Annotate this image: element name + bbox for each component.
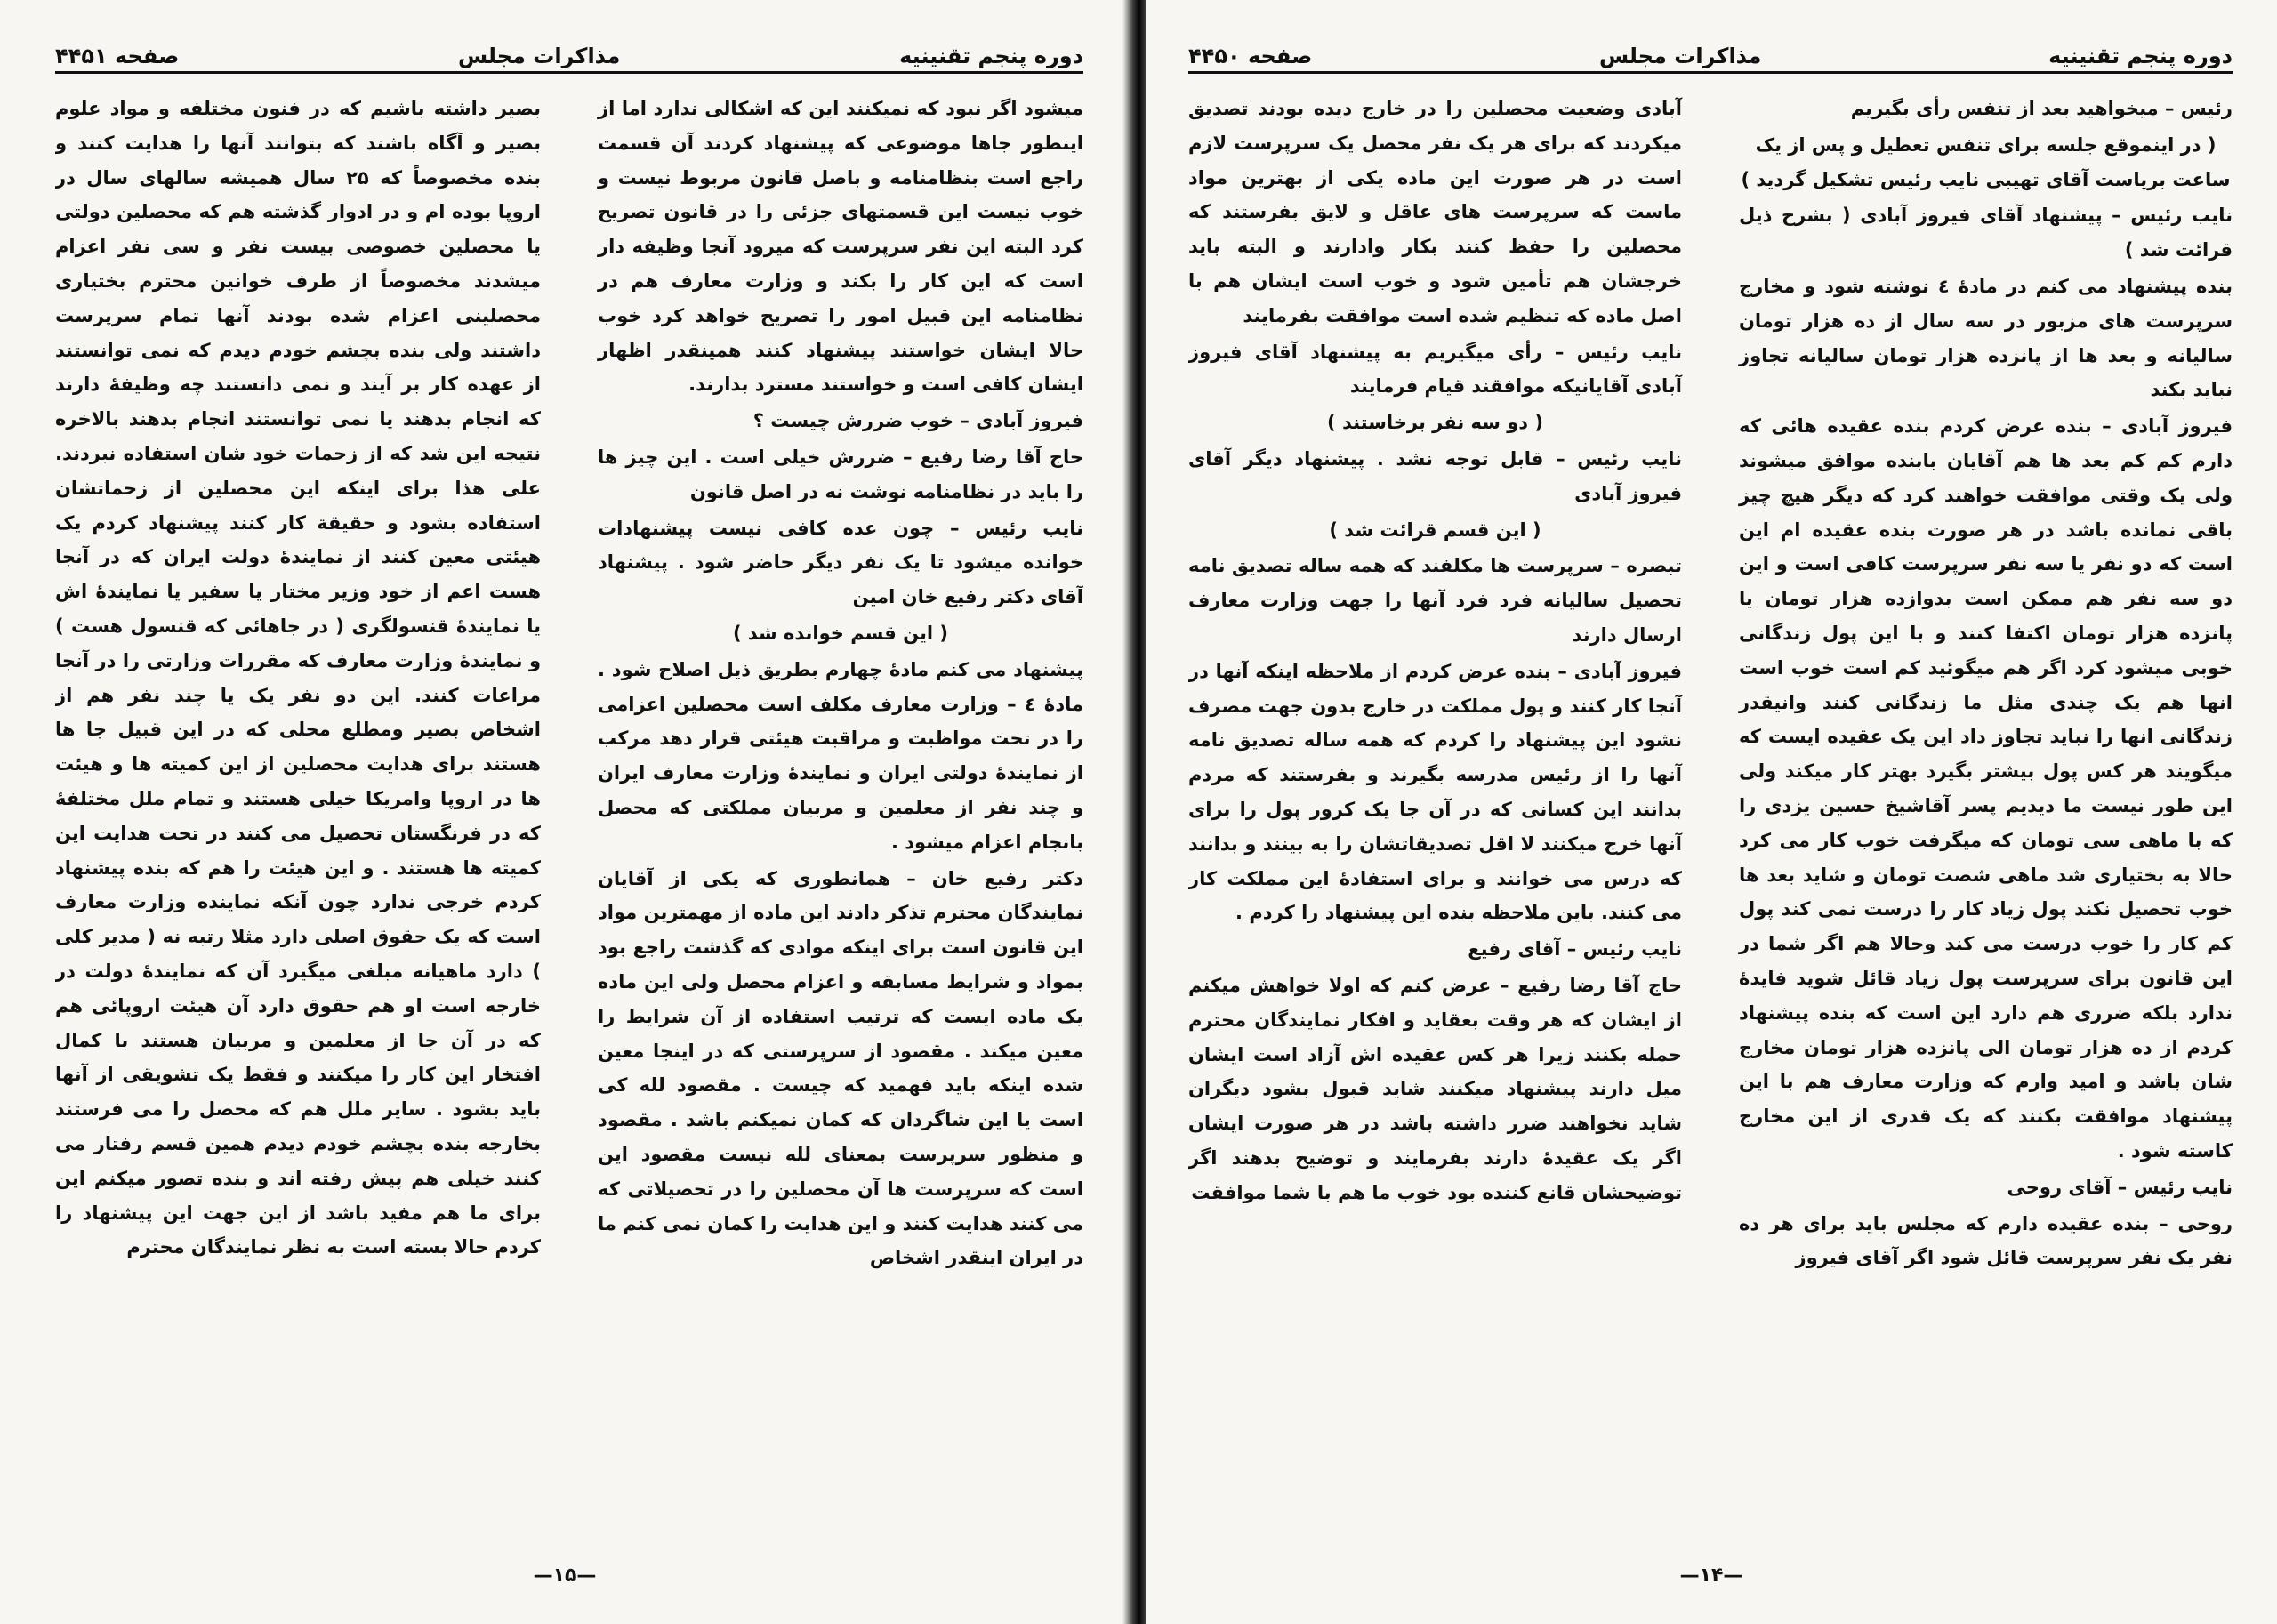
page-number-label: صفحه ۴۴۵۱ — [55, 44, 180, 68]
left-page — [0, 0, 1130, 1624]
column-right — [1710, 92, 2233, 1550]
paragraph: فیروز آبادی – بنده عرض کردم از ملاحظه اینکه آنها در آنجا کار کنند و پول مملکت در خارج بدون جهت مصرف نشود این پیشنهاد را کردم که همه ساله تصدیق نامه آنها را از رئیس مدرسه بگیرند و بفرستند که مردم بدانند این کسانی که در آن جا یک کرور پول را برای آنها خرج میکنند لا اقل تصدیقاتشان را به بینند و بدانند که درس می خوانند و برای استفادهٔ این مملکت کار می کنند. باین ملاحظه بنده این پیشنهاد را کردم . — [1188, 660, 1682, 924]
paragraph: نایب رئیس – آقای رفیع — [1468, 938, 1682, 961]
page-footer-number: —۱۴— — [1679, 1564, 1743, 1587]
page-header — [55, 34, 1083, 74]
column-right — [569, 92, 1083, 1550]
page-number-label: صفحه ۴۴۵۰ — [1188, 44, 1313, 68]
page-header — [1188, 34, 2233, 74]
right-page — [1146, 0, 2277, 1624]
paragraph: ( این قسم قرائت شد ) — [1329, 519, 1541, 541]
paragraph: میشود اگر نبود که نمیکنند این که اشکالی ندارد اما از اینطور جاها موضوعی که پیشنهاد کردند آن قسمت راجع است بنظامنامه و باصل قانون مربوط نیست و خوب نیست این قسمتهای جزئی را در قانون تصریح کرد البته این نفر سرپرست که میرود آنجا وظیفه دار است که این کار را بکند و وزارت معارف هم در نظامنامه این قبیل امور را تصریح خواهد کرد خوب حالا ایشان خواستند پیشنهاد کنند همینقدر اظهار ایشان کافی است و خواستند مسترد بدارند. — [598, 98, 1083, 396]
paragraph: فیروز آبادی – بنده عرض کردم بنده عقیده هائی که دارم کم کم بعد ها هم آقایان بابنده موافق میشوند ولی یک وقتی موافقت خواهند کرد که دیگر هیچ چیز باقی نمانده باشد در هر صورت بنده عقیده ام این است که دو نفر یا سه نفر سرپرست کافی است و این دو سه نفر هم ممکن است بدوازده هزار تومان یا پانزده هزار تومان اکتفا کنند و با این پول زندگانی خوبی میشود کرد اگر هم میگوئید کم است خوب است انها هم یک چندی مثل ما زندگانی کنند وانیقدر زندگانی انها را نباید تجاوز داد این یک عقیده ایست که میگویند هر کس پول بیشتر بگیرد بهتر کار میکند ولی این طور نیست ما دیدیم پسر آقاشیخ حسین یزدی را که با ماهی سی تومان که میگرفت خوب کار می کرد حالا به بختیاری شد ماهی شصت تومان و شاید بعد ها خوب تحصیل نکند پول زیاد کار را درست نمی کند پول کم کار را خوب درست می کند وحالا هم اگر شما در این قانون برای سرپرست پول زیاد قائل شوید فایدهٔ ندارد بلکه ضرری هم دارد این است که بنده پیشنهاد کردم از ده هزار تومان الی پانزده هزار تومان مخارج شان باشد و امید وارم که وزارت معارف هم با این پیشنهاد موافقت بکنند که یک قدری از این مخارج کاسته شود . — [1739, 415, 2233, 1162]
paragraph: آبادی وضعیت محصلین را در خارج دیده بودند تصدیق میکردند که برای هر یک نفر محصل یک سرپرست لازم است در هر صورت این ماده یکی از بهترین مواد ماست که سرپرست های عاقل و لایق بفرستند که محصلین را حفظ کنند بکار وادارند و البته باید خرجشان هم تأمین شود و خوب است ایشان هم با اصل ماده که تنظیم شده است موافقت بفرمایند — [1188, 98, 1682, 326]
paragraph: دکتر رفیع خان – همانطوری که یکی از آقایان نمایندگان محترم تذکر دادند این ماده از مهمترین مواد این قانون است برای اینکه موادی که گذشت راجع بود بمواد و شرایط مسابقه و اعزام محصل ولی این ماده یک ماده ایست که ترتیب استفاده از آن شرایط را معین میکند . مقصود از سرپرستی که در اینجا معین شده اینکه باید فهمید که چیست . مقصود لله کی است یا این شاگردان که کمان نمیکنم باشد . مقصود و منظور سرپرست بمعنای لله نیست مقصود این است که سرپرست ها آن محصلین را در تحصیلاتی که می کنند هدایت کنند و این هدایت را کمان نمی کنم ما در ایران اینقدر اشخاص — [598, 867, 1083, 1269]
paragraph: رئیس – میخواهید بعد از تنفس رأی بگیریم — [1850, 98, 2233, 119]
paragraph: حاج آقا رضا رفیع – ضررش خیلی است . این چیز ها را باید در نظامنامه نوشت نه در اصل قانون — [598, 446, 1083, 502]
paragraph: نایب رئیس – قابل توجه نشد . پیشنهاد دیگر آقای فیروز آبادی — [1188, 447, 1682, 504]
column-left — [55, 92, 569, 1550]
text-columns — [55, 92, 1083, 1550]
page-footer-number: —۱۵— — [533, 1564, 597, 1587]
paragraph: بنده پیشنهاد می کنم در مادهٔ ٤ نوشته شود و مخارج سرپرست های مزبور در سه سال از ده هزار تومان سالیانه و بعد ها از پانزده هزار تومان سالیانه تجاوز نباید بکند — [1739, 275, 2233, 401]
term-label: دوره پنجم تقنینیه — [2048, 44, 2233, 68]
paragraph: نایب رئیس – آقای روحی — [2007, 1176, 2233, 1198]
paragraph: بصیر داشته باشیم که در فنون مختلفه و مواد علوم بصیر و آگاه باشند که بتوانند آنها را هدایت کنند و بنده مخصوصاً که ۲۵ سال همیشه سالهای سال در اروپا بوده ام و در ادوار گذشته هم که محصلین دولتی یا محصلین خصوصی بیست نفر و سی نفر اعزام میشدند مخصوصاً از طرف خوانین محترم بختیاری محصلینی اعزام شده بودند آنها تمام سرپرست داشتند ولی بنده بچشم خودم دیدم که نمی توانستند از عهده کار بر آیند و نمی دانستند چه وظیفهٔ دارند که انجام بدهند یا نمی توانستند انجام بدهند بالاخره نتیجه این شد که از زحمات خود شان استفاده نبردند. علی هذا برای اینکه این محصلین از زحماتشان استفاده بشود و حقیقة کار کنند پیشنهاد کردم یک هیئتی معین کنند از نمایندهٔ دولت ایران که در آنجا هست اعم از خود وزیر مختار یا سفیر یا نمایندهٔ اش یا نمایندهٔ قنسولگری ( در جاهائی که قنسول هست ) و نمایندهٔ وزارت معارف که مقررات وزارتی را در آنجا مراعات کنند. این دو نفر یک یا چند نفر هم از اشخاص بصیر ومطلع محلی که در این قبیل جا ها هستند برای هدایت محصلین از این کمیته ها و هیئت ها در اروپا وامریکا خیلی هستند و تمام ملل مختلفهٔ که در فرنگستان تحصیل می کنند در تحت هدایت این کمیته ها هستند . و این هیئت را هم که بنده پیشنهاد کردم خرجی ندارد چون آنکه نماینده وزارت معارف است که یک حقوق اصلی دارد مثلا رتبه نه ( مدیر کلی ) دارد ماهیانه مبلغی میگیرد آن که نمایندهٔ دولت در خارجه است او هم حقوق دارد آن هیئت اروپائی هم که در آن جا از معلمین و مربیان هستند با کمال افتخار این کار را میکنند و فقط یک تشویقی از آنها باید بشود . سایر ملل هم که محصل را می فرستند بخارجه بنده بچشم خودم دیدم همین قسم رفتار می کنند خیلی هم پیش رفته اند و بنده تصور میکنم این برای ما هم مفید باشد از این جهت این پیشنهاد را کردم حالا بسته است به نظر نمایندگان محترم — [55, 98, 541, 1258]
paragraph: نایب رئیس – رأی میگیریم به پیشنهاد آقای فیروز آبادی آقایانیکه موافقند قیام فرمایند — [1188, 341, 1682, 398]
paragraph: فیروز آبادی – خوب ضررش چیست ؟ — [752, 410, 1083, 432]
paragraph: نایب رئیس – پیشنهاد آقای فیروز آبادی ( بشرح ذیل قرائت شد ) — [1739, 205, 2233, 261]
paragraph: روحی – بنده عقیده دارم که مجلس باید برای هر ده نفر یک نفر سرپرست قائل شود اگر آقای فیروز — [1739, 1212, 2233, 1269]
text-columns — [1188, 92, 2233, 1550]
column-left — [1188, 92, 1710, 1550]
paragraph: حاج آقا رضا رفیع – عرض کنم که اولا خواهش میکنم از ایشان که هر وقت بعقاید و افکار نمایندگان محترم حمله بکنند زیرا هر کس عقیده اش آزاد است ایشان میل دارند پیشنهاد میکنند شاید قبول بشود دیگران شاید نخواهند ضرر داشته باشد در هر صورت ایشان اگر یک عقیدهٔ دارند بفرمایند و توضیح بدهند اگر توضیحشان قانع کننده بود خوب ما هم با شما موافقت — [1188, 974, 1682, 1203]
term-label: دوره پنجم تقنینیه — [899, 44, 1083, 68]
header-title: مذاکرات مجلس — [457, 44, 621, 68]
paragraph: ( دو سه نفر برخاستند ) — [1327, 412, 1543, 434]
paragraph: نایب رئیس – چون عده کافی نیست پیشنهادات خوانده میشود تا یک نفر دیگر حاضر شود . پیشنهاد آقای دکتر رفیع خان امین — [598, 517, 1083, 608]
paragraph: ( در اینموقع جلسه برای تنفس تعطیل و پس از یک ساعت بریاست آقای تهیبی نایب رئیس تشکیل گردید ) — [1741, 133, 2231, 190]
header-title: مذاکرات مجلس — [1598, 44, 1762, 68]
paragraph: ( این قسم خوانده شد ) — [732, 622, 948, 644]
paragraph: تبصره – سرپرست ها مکلفند که همه ساله تصدیق نامه تحصیل سالیانه فرد فرد آنها را جهت وزارت معارف ارسال دارند — [1188, 555, 1682, 646]
paragraph: پیشنهاد می کنم مادهٔ چهارم بطریق ذیل اصلاح شود . مادهٔ ٤ – وزارت معارف مکلف است محصلین اعزامی را در تحت مواظبت و مراقبت هیئتی قرار دهد مرکب از نمایندهٔ دولتی ایران و نمایندهٔ وزارت معارف ایران و چند نفر از معلمین و مربیان مملکتی که محصل بانجام اعزام میشود . — [598, 658, 1083, 853]
